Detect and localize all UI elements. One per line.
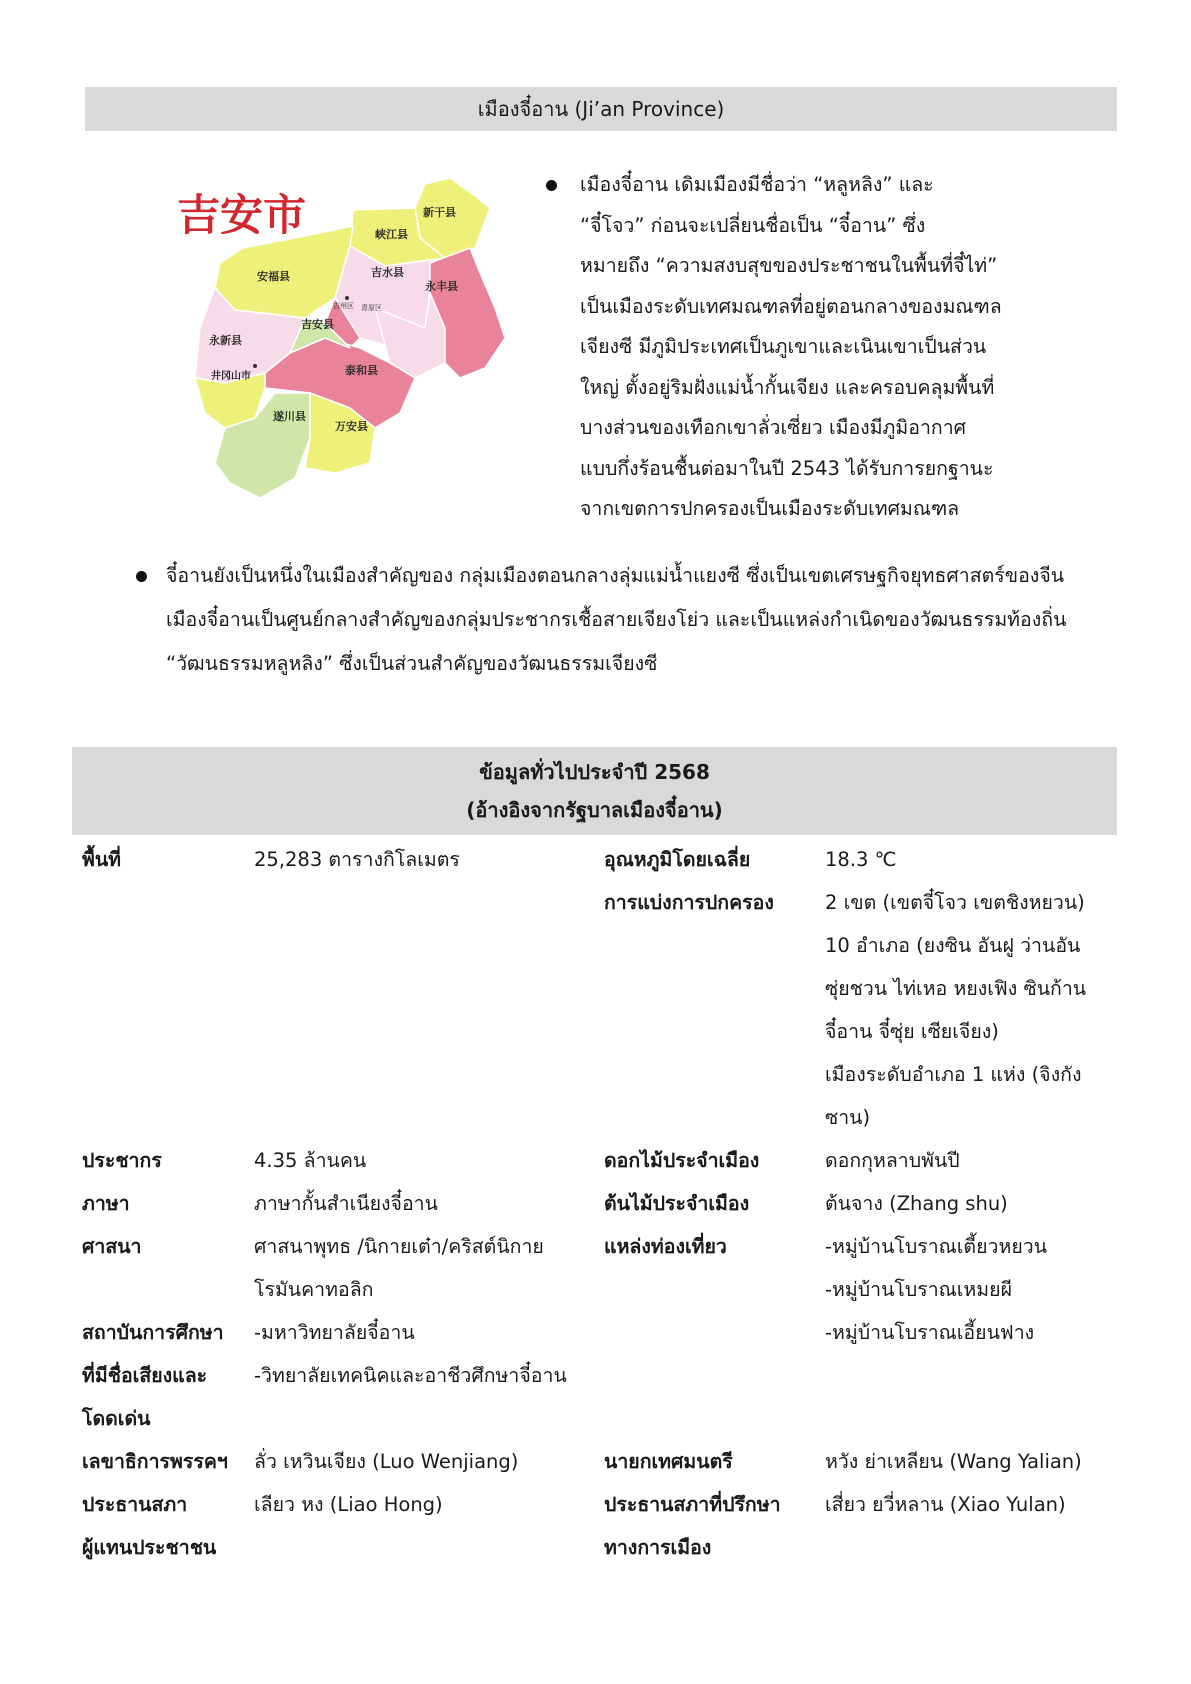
- map-label-jian-county: 吉安县: [301, 318, 334, 331]
- flower-label: ดอกไม้ประจำเมือง: [604, 1149, 760, 1172]
- tree-value: ต้นจาง (Zhang shu): [825, 1192, 1008, 1215]
- map-label-xingan: 新干县: [423, 206, 456, 219]
- second-paragraph: จี๋อานยังเป็นหนึ่งในเมืองสำคัญของ กลุ่มเมืองตอนกลางลุ่มแม่น้ำแยงซี ซึ่งเป็นเขตเศรษฐกิจยุทธศาสตร์ของจีน เมืองจี๋อานเป็นศูนย์กลางสำคัญของกลุ่มประชากรเชื้อสายเจียงโย่ว และเป็นแหล่งกำเนิดของวัฒนธรรมท้องถิ่น “วัฒนธรรมหลูหลิง” ซึ่งเป็นส่วนสำคัญของวัฒนธรรมเจียงซี: [166, 564, 1067, 675]
- party-secretary-value: ลั่ว เหวินเจียง (Luo Wenjiang): [254, 1450, 519, 1473]
- party-secretary-label: เลขาธิการพรรคฯ: [82, 1450, 228, 1473]
- map-label-jizhou: 吉州区: [333, 302, 354, 310]
- language-value: ภาษากั้นสำเนียงจี๋อาน: [254, 1192, 438, 1215]
- info-banner-source: (อ้างอิงจากรัฐบาลเมืองจี๋อาน): [466, 798, 723, 822]
- bullet-icon: [546, 180, 557, 191]
- map-label-qingyuan: 青原区: [361, 304, 382, 312]
- map-label-yongfeng: 永丰县: [425, 280, 458, 293]
- map-label-taihe: 泰和县: [345, 364, 378, 377]
- info-banner-title: ข้อมูลทั่วไปประจำปี 2568: [479, 760, 710, 784]
- map-label-anfu: 安福县: [257, 270, 290, 283]
- info-banner: [72, 747, 1117, 835]
- map-label-suichuan: 遂川县: [273, 410, 306, 423]
- title-banner: [85, 87, 1117, 131]
- second-bullet: [166, 554, 1106, 686]
- map-label-jinggangshan: 井冈山市: [211, 371, 251, 382]
- npc-chair-label: ประธานสภา ผู้แทนประชาชน: [82, 1493, 217, 1559]
- population-label: ประชากร: [82, 1149, 162, 1172]
- intro-bullet: [580, 165, 1060, 530]
- cppcc-chair-label: ประธานสภาที่ปรึกษา ทางการเมือง: [604, 1493, 781, 1559]
- map-label-yongxin: 永新县: [209, 334, 242, 347]
- map-label-jishui: 吉水县: [371, 266, 404, 279]
- map-title: 吉安市: [177, 191, 306, 241]
- map-label-wanan: 万安县: [335, 420, 368, 433]
- mayor-label: นายกเทศมนตรี: [604, 1450, 733, 1473]
- religion-value: ศาสนาพุทธ /นิกายเต๋า/คริสต์นิกาย โรมันคาทอลิก: [254, 1235, 544, 1301]
- intro-paragraph: เมืองจี๋อาน เดิมเมืองมีชื่อว่า “หลูหลิง” และ “จี๋โจว” ก่อนจะเปลี่ยนชื่อเป็น “จี๋อาน” ซึ่ง หมายถึง “ความสงบสุขของประชาชนในพื้นที่จี๋ไท่” เป็นเมืองระดับเทศมณฑลที่อยู่ตอนกลางของมณฑล เจียงซี มีภูมิประเทศเป็นภูเขาและเนินเขาเป็นส่วน ใหญ่ ตั้งอยู่ริมฝั่งแม่น้ำกั้นเจียง และครอบคลุมพื้นที่ บางส่วนของเทือกเขาลั่วเซี่ยว เมืองมีภูมิอากาศ แบบกึ่งร้อนชื้นต่อมาในปี 2543 ได้รับการยกฐานะ จากเขตการปกครองเป็นเมืองระดับเทศมณฑล: [580, 173, 1002, 520]
- admin-label: การแบ่งการปกครอง: [604, 891, 774, 914]
- education-label: สถาบันการศึกษา ที่มีชื่อเสียงและ โดดเด่น: [82, 1321, 224, 1430]
- education-value: -มหาวิทยาลัยจี๋อาน -วิทยาลัยเทคนิคและอาชีวศึกษาจี๋อาน: [254, 1321, 567, 1387]
- tourism-label: แหล่งท่องเที่ยว: [604, 1235, 727, 1258]
- temperature-value: 18.3 ℃: [825, 848, 897, 871]
- religion-label: ศาสนา: [82, 1235, 142, 1258]
- tree-label: ต้นไม้ประจำเมือง: [604, 1192, 750, 1215]
- language-label: ภาษา: [82, 1192, 130, 1215]
- tourism-value: -หมู่บ้านโบราณเตี้ยวหยวน -หมู่บ้านโบราณเหมยผี -หมู่บ้านโบราณเอี้ยนฟาง: [825, 1235, 1048, 1344]
- mayor-value: หวัง ย่าเหลียน (Wang Yalian): [825, 1450, 1082, 1473]
- map-label-xiajiang: 峡江县: [375, 228, 408, 241]
- cppcc-chair-value: เสี่ยว ยวี่หลาน (Xiao Yulan): [825, 1493, 1066, 1516]
- npc-chair-value: เลียว หง (Liao Hong): [254, 1493, 443, 1516]
- bullet-icon: [136, 571, 147, 582]
- area-label: พื้นที่: [82, 848, 122, 871]
- temperature-label: อุณหภูมิโดยเฉลี่ย: [604, 848, 751, 871]
- jian-map: [175, 178, 540, 533]
- flower-value: ดอกกุหลาบพันปี: [825, 1149, 960, 1172]
- document-title: เมืองจี๋อาน (Ji’an Province): [477, 97, 725, 121]
- admin-value: 2 เขต (เขตจี๋โจว เขตชิงหยวน) 10 อำเภอ (ยงซิน อันฝู ว่านอัน ซุ่ยชวน ไท่เหอ หยงเฟิง ซินก้าน จี๋อาน จี๋ซุ่ย เซียเจียง) เมืองระดับอำเภอ 1 แห่ง (จิงกัง ซาน): [825, 891, 1087, 1129]
- population-value: 4.35 ล้านคน: [254, 1149, 367, 1172]
- area-value: 25,283 ตารางกิโลเมตร: [254, 848, 460, 871]
